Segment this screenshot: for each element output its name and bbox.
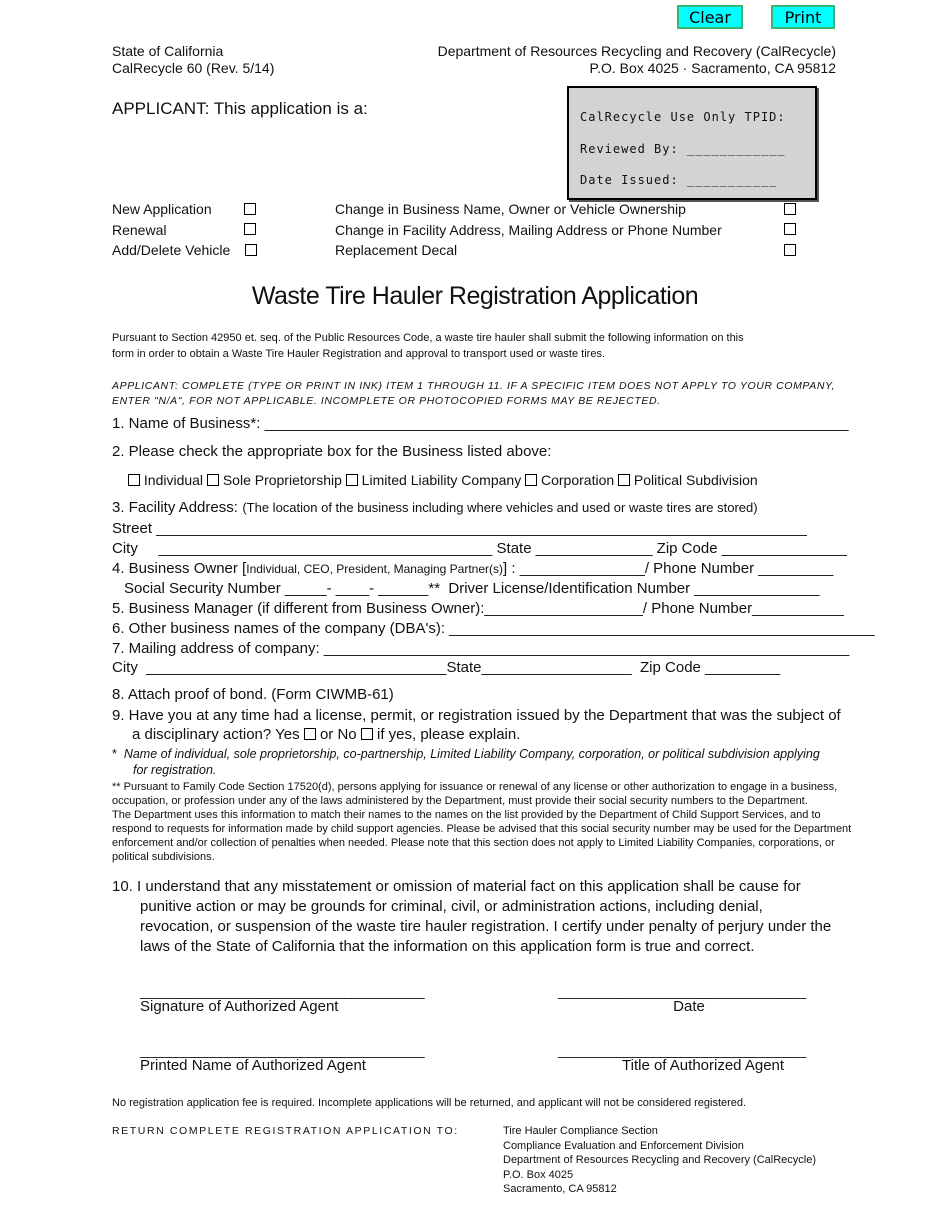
q2-business-type: 2. Please check the appropriate box for the Business listed above: <box>112 443 552 460</box>
q5-business-manager: 5. Business Manager (if different from Business Owner):___________________/ Phone Number___________ <box>112 600 844 617</box>
app-type-new-checkbox[interactable] <box>244 203 256 215</box>
q4-ssn-license: Social Security Number _____- ____- ______** Driver License/Identification Number _______________ <box>124 580 820 597</box>
return-to-label: RETURN COMPLETE REGISTRATION APPLICATION TO: <box>112 1125 459 1137</box>
q9-text-c: if yes, please explain. <box>376 726 521 743</box>
footnote-ss-line-3: The Department uses this information to match their names to the names on the list provided by the Department of Child Support Services, and to <box>112 809 821 821</box>
date-label: Date <box>673 998 705 1015</box>
q9-text-b: or No <box>319 726 357 743</box>
q9-no-checkbox[interactable] <box>361 728 373 740</box>
q4-label-a: 4. Business Owner [ <box>112 560 247 577</box>
app-type-add-delete-checkbox[interactable] <box>245 244 257 256</box>
clear-button[interactable]: Clear <box>677 5 743 29</box>
app-type-change-address-checkbox[interactable] <box>784 223 796 235</box>
footnote-star-line-2: for registration. <box>133 763 217 777</box>
q7-city-state-zip: City ____________________________________State__________________ Zip Code _________ <box>112 659 781 676</box>
certification-line-3: revocation, or suspension of the waste tire hauler registration. I certify under penalty of perjury under the <box>140 918 832 935</box>
signature-line[interactable]: _______________________________________ <box>140 983 425 999</box>
return-to-line-4: P.O. Box 4025 <box>503 1169 574 1181</box>
department-name: Department of Resources Recycling and Recovery (CalRecycle) <box>437 43 836 59</box>
return-to-line-5: Sacramento, CA 95812 <box>503 1183 617 1195</box>
q4-label-b: ] : _______________/ Phone Number _________ <box>503 560 834 577</box>
intro-line-2: form in order to obtain a Waste Tire Hauler Registration and approval to transport used or waste tires. <box>112 348 605 360</box>
q3-label: 3. Facility Address: <box>112 499 238 516</box>
app-type-change-name-checkbox[interactable] <box>784 203 796 215</box>
app-type-change-address-label: Change in Facility Address, Mailing Address or Phone Number <box>335 222 722 238</box>
printed-name-line[interactable]: _______________________________________ <box>140 1042 425 1058</box>
q7-mailing-address: 7. Mailing address of company: _______________________________________________________________ <box>112 640 850 657</box>
q2-sole-checkbox[interactable] <box>207 474 219 486</box>
footnote-star-mark: * <box>112 747 124 761</box>
q2-sole-label: Sole Proprietorship <box>222 472 342 488</box>
footnote-ss-line-4: respond to requests for information made by child support agencies. Please be advised that this social security number may be used for the Department <box>112 823 852 835</box>
q9-line-2 <box>132 726 520 743</box>
title-line[interactable]: __________________________________ <box>558 1042 806 1058</box>
q8-bond: 8. Attach proof of bond. (Form CIWMB-61) <box>112 686 394 703</box>
certification-line-2: punitive action or may be grounds for criminal, civil, or administration actions, including denial, <box>140 898 763 915</box>
office-use-date: Date Issued: ___________ <box>580 173 778 187</box>
q3-city-state-zip: City ________________________________________ State ______________ Zip Code _______________ <box>112 540 847 557</box>
q3-facility-address <box>112 499 758 517</box>
app-type-replacement-checkbox[interactable] <box>784 244 796 256</box>
return-to-line-2: Compliance Evaluation and Enforcement Division <box>503 1140 744 1152</box>
q2-corp-label: Corporation <box>540 472 615 488</box>
footnote-ss-line-2: occupation, or profession under any of the laws administered by the Department, must provide their social security numbers to the Department. <box>112 795 808 807</box>
q9-yes-checkbox[interactable] <box>304 728 316 740</box>
q4-business-owner <box>112 560 833 577</box>
title-label: Title of Authorized Agent <box>622 1057 785 1074</box>
app-type-renewal-label: Renewal <box>112 222 167 238</box>
q2-corp-checkbox[interactable] <box>525 474 537 486</box>
office-use-box <box>567 86 817 200</box>
instructions-line-1: APPLICANT: COMPLETE (TYPE OR PRINT IN INK) ITEM 1 THROUGH 11. IF A SPECIFIC ITEM DOES NOT APPLY TO YOUR COMPANY, <box>112 380 836 392</box>
page-title: Waste Tire Hauler Registration Application <box>251 282 699 310</box>
footnote-ss-line-5: enforcement and/or collection of penalties when needed. Please note that this section does not apply to Limited Liability Companies, corporations, or <box>112 837 835 849</box>
applicant-heading: APPLICANT: This application is a: <box>112 99 368 118</box>
app-type-replacement-label: Replacement Decal <box>335 242 458 258</box>
q2-options <box>128 472 758 488</box>
department-address: P.O. Box 4025 · Sacramento, CA 95812 <box>589 60 836 76</box>
instructions-line-2: ENTER "N/A", FOR NOT APPLICABLE. INCOMPLETE OR PHOTOCOPIED FORMS MAY BE REJECTED. <box>112 395 661 407</box>
app-type-change-name-label: Change in Business Name, Owner or Vehicle Ownership <box>335 201 686 217</box>
certification-line-1: 10. I understand that any misstatement or omission of material fact on this application shall be cause for <box>112 878 801 895</box>
print-button[interactable]: Print <box>771 5 835 29</box>
q3-street: Street ______________________________________________________________________________ <box>112 520 807 537</box>
q1-business-name: 1. Name of Business*: ______________________________________________________________________ <box>112 415 849 432</box>
q2-individual-checkbox[interactable] <box>128 474 140 486</box>
state-label: State of California <box>112 43 224 59</box>
footnote-ss-line-6: political subdivisions. <box>112 851 215 863</box>
return-to-line-1: Tire Hauler Compliance Section <box>503 1125 658 1137</box>
q2-individual-label: Individual <box>143 472 204 488</box>
office-use-tpid: CalRecycle Use Only TPID: <box>580 110 786 124</box>
q2-political-label: Political Subdivision <box>633 472 758 488</box>
intro-line-1: Pursuant to Section 42950 et. seq. of the Public Resources Code, a waste tire hauler shall submit the following information on this <box>112 332 744 344</box>
office-use-reviewed: Reviewed By: ____________ <box>580 142 786 156</box>
footnote-ss-line-1: ** Pursuant to Family Code Section 17520(d), persons applying for issuance or renewal of any license or other authorization to engage in a business, <box>112 781 838 793</box>
q2-llc-checkbox[interactable] <box>346 474 358 486</box>
q4-label-small: Individual, CEO, President, Managing Partner(s) <box>246 562 504 576</box>
footnote-star-line-1: Name of individual, sole proprietorship, co-partnership, Limited Liability Company, corporation, or political subdivision applying <box>123 747 820 761</box>
printed-name-label: Printed Name of Authorized Agent <box>140 1057 366 1074</box>
app-type-new-label: New Application <box>112 201 212 217</box>
q2-llc-label: Limited Liability Company <box>361 472 522 488</box>
form-id: CalRecycle 60 (Rev. 5/14) <box>112 60 275 76</box>
q9-line-1: 9. Have you at any time had a license, permit, or registration issued by the Department that was the subject of <box>112 707 841 724</box>
return-to-line-3: Department of Resources Recycling and Recovery (CalRecycle) <box>503 1154 817 1166</box>
fee-note: No registration application fee is required. Incomplete applications will be returned, and applicant will not be considered registered. <box>112 1097 747 1109</box>
footnote-star <box>112 747 820 761</box>
q3-note: (The location of the business including where vehicles and used or waste tires are stored) <box>242 500 758 515</box>
q9-text-a: a disciplinary action? Yes <box>132 726 300 743</box>
app-type-add-delete-label: Add/Delete Vehicle <box>112 242 231 258</box>
q6-dba: 6. Other business names of the company (DBA's): ___________________________________________________ <box>112 620 875 637</box>
app-type-renewal-checkbox[interactable] <box>244 223 256 235</box>
date-line[interactable]: __________________________________ <box>558 983 806 999</box>
certification-line-4: laws of the State of California that the information on this application form is true and correct. <box>140 938 755 955</box>
signature-label: Signature of Authorized Agent <box>140 998 339 1015</box>
q2-political-checkbox[interactable] <box>618 474 630 486</box>
